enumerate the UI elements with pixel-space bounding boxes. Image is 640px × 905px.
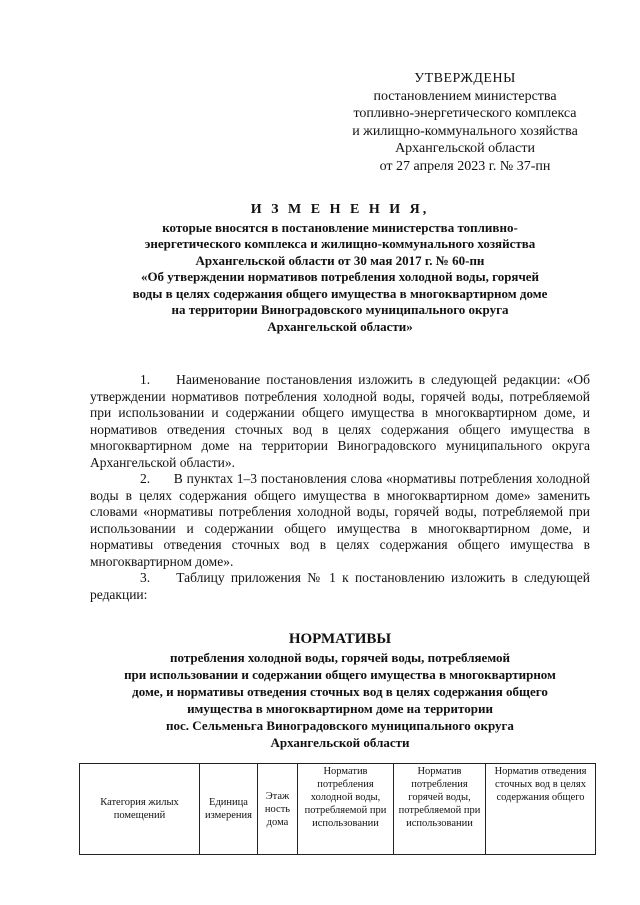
norms-line: пос. Сельменьга Виноградовского муниципального округа [166,718,514,733]
heading-line: «Об утверждении нормативов потребления холодной воды, горячей [140,269,540,284]
approval-line: постановлением министерства [373,88,557,104]
item-text: Таблицу приложения № 1 к постановлению изложить в следующей редакции: [90,570,590,602]
paragraph-item-2 [90,471,590,570]
changes-heading [90,202,590,335]
heading-line: которые вносятся в постановление министерства топливно- [162,219,518,235]
table-header-cell: Этаж ность дома [258,764,298,855]
heading-line: энергетического комплекса и жилищно-коммунального хозяйства [144,236,536,251]
item-text: Наименование постановления изложить в следующей редакции: «Об утверждении нормативов потребления холодной воды, горячей воды, потребляемой при использовании и содержании общего имущества в многоквартирном доме, и нормативов отведения сточных вод в целях содержания общего имущества в многоквартирном доме на территории Виноградовского муниципального округа Архангельской области». [90,372,590,470]
approval-line: топливно-энергетического комплекса [353,106,577,121]
paragraph-item-3 [90,570,590,603]
approval-line: Архангельской области [395,141,535,156]
norms-line: потребления холодной воды, горячей воды, потребляемой [170,650,510,665]
document-body [90,372,590,603]
table-header-row [80,764,596,855]
paragraph-item-1 [90,372,590,471]
heading-line: воды в целях содержания общего имущества в многоквартирном доме [132,285,548,301]
norms-title: НОРМАТИВЫ [288,631,392,647]
table-header-cell: Норматив потребления горячей воды, потребляемой при использовании [394,764,486,855]
approval-title: УТВЕРЖДЕНЫ [414,71,516,86]
table-header-cell: Категория жилых помещений [80,764,200,855]
norms-line: имущества в многоквартирном доме на территории [187,701,493,716]
heading-line: Архангельской области от 30 мая 2017 г. № 60-пн [195,252,485,268]
table-header-cell: Норматив потребления холодной воды, потребляемой при использовании [298,764,394,855]
changes-title: И З М Е Н Е Н И Я, [250,202,430,217]
item-number: 2. [140,471,151,486]
item-number: 3. [140,570,151,585]
norms-table [79,763,596,855]
heading-line: Архангельской области» [267,318,413,334]
item-text: В пунктах 1–3 постановления слова «нормативы потребления холодной воды в целях содержания общего имущества в многоквартирном доме» заменить словами «нормативы потребления холодной воды, горячей воды, потребляемой при использовании и содержании общего имущества в многоквартирном доме, и нормативы отведения сточных вод в целях содержания общего имущества в многоквартирном доме». [90,471,591,569]
approval-stamp [330,70,600,175]
table-header-cell: Единица измерения [200,764,258,855]
norms-line: при использовании и содержании общего имущества в многоквартирном [124,667,556,682]
item-number: 1. [140,372,151,387]
heading-line: на территории Виноградовского муниципального округа [171,302,509,317]
norms-heading [90,630,590,751]
approval-line: и жилищно-коммунального хозяйства [352,123,578,139]
norms-line: Архангельской области [270,735,410,750]
table-header-cell: Норматив отведения сточных вод в целях содержания общего [486,764,596,855]
approval-line: от 27 апреля 2023 г. № 37-пн [379,158,551,174]
norms-line: доме, и нормативы отведения сточных вод в целях содержания общего [132,684,548,699]
